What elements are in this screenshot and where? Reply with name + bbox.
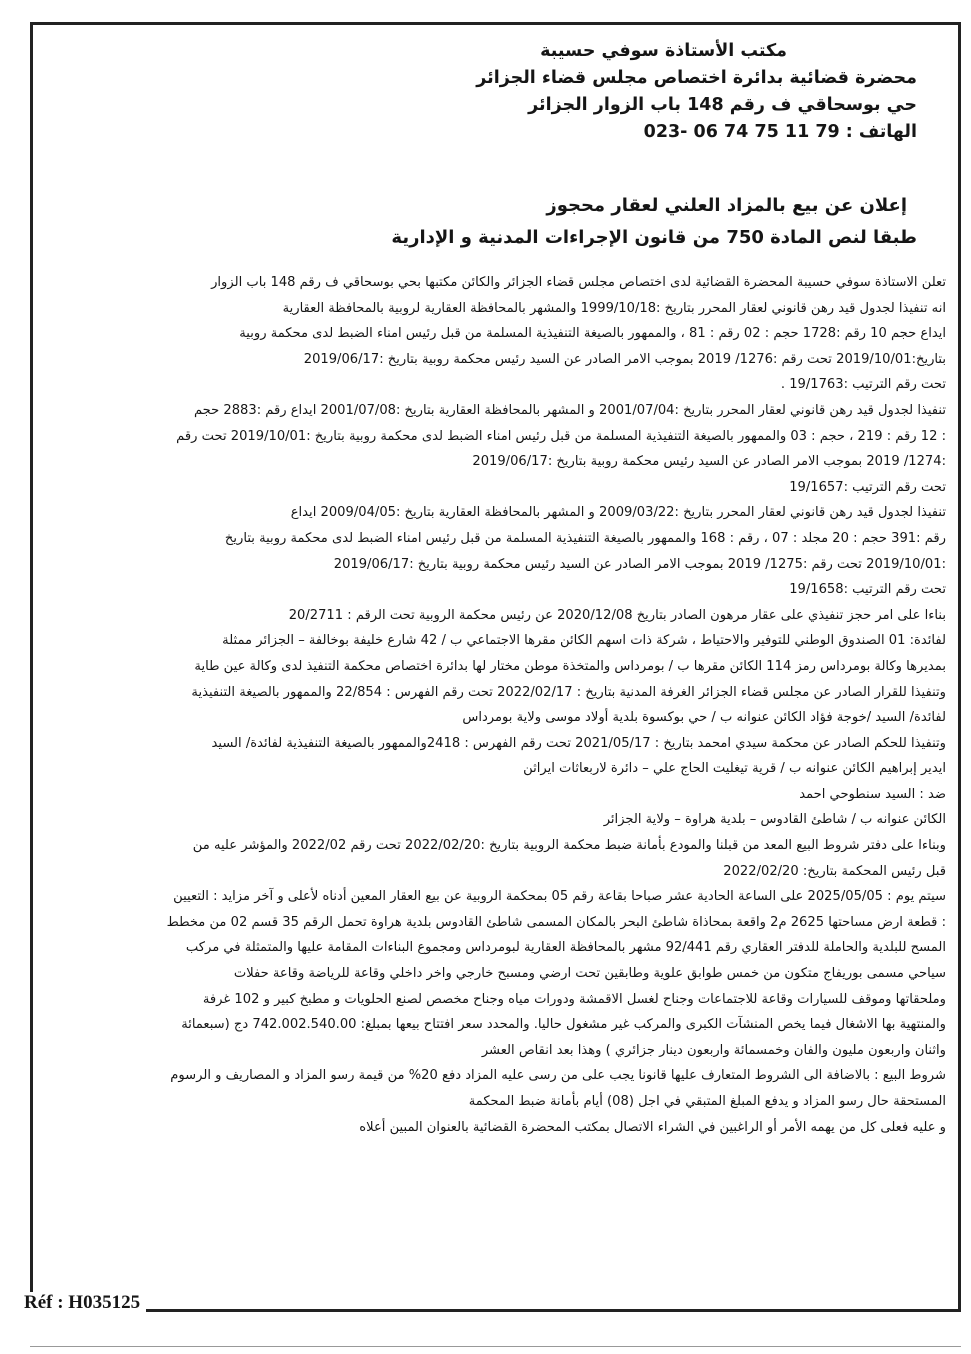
court-jurisdiction: محضرة قضائية بدائرة اختصاص مجلس قضاء الجزائر [476, 68, 917, 88]
body-line: :2019/10/01 تحت رقم :1275/ 2019 بموجب الامر الصادر عن السيد رئيس محكمة روبية بتاريخ :2019/06/17 [333, 556, 946, 572]
notice-title: إعلان عن بيع بالمزاد العلني لعقار محجوز [546, 195, 907, 216]
body-line: ايداع حجم 10 رقم :1728 حجم : 02 رقم : 81 ، والممهور بالصيغة التنفيذية المسلمة من قبل رئيس امناء الضبط لدى محكمة روبية [239, 326, 946, 342]
body-line: لفائدة/ السيد /خوجة فؤاد الكائن عنوانه ب / حي بوكسوة بلدية أولاد موسى ولاية بومرداس [462, 710, 946, 726]
reference-code: Réf : H035125 [18, 1292, 146, 1314]
phone-number: الهاتف : 79 11 75 74 06 -023 [643, 122, 917, 142]
letterhead [157, 38, 917, 146]
body-line: والمنتهية بها الاشغال فيما يخص المنشآت الكبرى والمركب غير مشغول حاليا. والمحدد سعر افتتاح بيعها بمبلغ: 742.002.540.00 دج (سبعمائة [181, 1017, 946, 1033]
body-line: بتاريخ:2019/10/01 تحت رقم :1276/ 2019 بموجب الامر الصادر عن السيد رئيس محكمة روبية بتاريخ :2019/06/17 [303, 351, 946, 367]
body-line: قبل رئيس المحكمة بتاريخ: 2022/02/20 [723, 863, 946, 879]
body-line: تحت رقم الترتيب :19/1657 [789, 479, 946, 495]
body-line: تعلن الاستاذة سوفي حسيبة المحضرة القضائية لدى اختصاص مجلس قضاء الجزائر والكائن مكتبها بحي بوسحاقي ف رقم 148 باب الزوار [211, 275, 946, 290]
body-line: تنفيذا لجدول قيد رهن قانوني لعقار المحرر بتاريخ :2001/07/04 و المشهر بالمحافظة العقارية بتاريخ :2001/07/08 ايداع رقم :2883 حجم [193, 402, 946, 418]
body-line: انه تنفيذا لجدول قيد رهن قانوني لعقار المحرر بتاريخ :1999/10/18 والمشهر بالمحافظة العقارية لروبية بالمحافظة العقارية [282, 300, 946, 316]
body-line: تحت رقم الترتيب :19/1658 [789, 582, 946, 598]
notice-subtitle: طبقا لنص المادة 750 من قانون الإجراءات المدنية و الإدارية [391, 227, 917, 248]
office-address: حي بوسحاقي ف رقم 148 باب الزوار الجزائر [528, 95, 917, 115]
body-line: رقم :391 حجم : 20 مجلد : 07 ، رقم : 168 والممهور بالصيغة التنفيذية المسلمة من قبل رئيس امناء الضبط لدى محكمة روبية بتاريخ [224, 530, 946, 546]
body-line: الكائن عنوانه ب / شاطئ القادوس – بلدية هراوة – ولاية الجزائر [603, 812, 946, 828]
body-line: وملحقاتها وموقف للسيارات وقاعة للاجتماعات وجناح لغسل الاقمشة ودورات مياه وجناح مخصص لصنع الحلويات و مطبخ كبير و 102 غرفة [202, 991, 946, 1007]
bottom-divider [30, 1346, 961, 1347]
body-line: و عليه فعلى كل من يهمه الأمر أو الراغبين في الشراء الاتصال بمكتب المحضرة القضائية بالعنوان المبين أعلاه [359, 1119, 946, 1135]
body-line: سياحي مسمى بوريفاج متكون من خمس طوابق علوية وطابقين تحت ارضي ومسبح خارجي واخر داخلي وقاعة للرياضة وقاعة حفلات [233, 966, 946, 982]
body-line: ايدير إبراهيم الكائن عنوانه ب / قرية تيغليت الحاج علي – دائرة لاربعاثات ايراثن [523, 761, 946, 777]
office-name: مكتب الأستاذة سوفي حسيبة [540, 41, 787, 61]
body-line: : 12 رقم : 219 ، حجم : 03 والممهور بالصيغة التنفيذية المسلمة من قبل رئيس امناء الضبط لدى محكمة روبية بتاريخ :2019/10/01 تحت رقم [176, 428, 946, 444]
body-line: تحت رقم الترتيب :19/1763 . [780, 377, 946, 393]
body-line: بمديرها وكالة بومرداس رمز 114 الكائن مقرها ب / بومرداس والمتخذة موطن مختار لها بدائرة اختصاص محكمة التنفيذ لدى وكالة عين طاية [194, 658, 946, 674]
body-line: تنفيذا لجدول قيد رهن قانوني لعقار المحرر بتاريخ :2009/03/22 و المشهر بالمحافظة العقارية بتاريخ :2009/04/05 ايداع [290, 505, 946, 521]
body-line: لفائدة: 01 الصندوق الوطني للتوفير والاحتياط ، شركة ذات اسهم الكائن مقرها الاجتماعي ب / 42 شارع خليفة بوخالفة – الجزائر ممثلة [222, 633, 946, 649]
body-line: شروط البيع : بالاضافة الى الشروط المتعارف عليها قانونا يجب على من رسى عليه المزاد دفع 20% من قيمة رسو المزاد و المصاريف و الرسوم [170, 1068, 946, 1084]
body-line: وتنفيذا للحكم الصادر عن محكمة سيدي امحمد بتاريخ : 2021/05/17 تحت رقم الفهرس : 2418والممهور بالصيغة التنفيذية لفائدة/ السيد [211, 735, 946, 751]
body-line: المستحقة حال رسو المزاد و يدفع المبلغ المتبقي في اجل (08) أيام بأمانة ضبط المحكمة [468, 1094, 946, 1109]
body-line: سيتم يوم : 2025/05/05 على الساعة الحادية عشر صباحا بقاعة رقم 05 بمحكمة الروبية عن بيع العقار المعين أدناه لأعلى و آخر مزايد : التعيين [173, 889, 946, 905]
body-line: : قطعة ارض مساحتها 2625 م2 واقعة بمحاذاة شاطئ البحر بالمكان المسمى شاطئ القادوس بلدية هراوة تحمل الرقم 35 قسم 02 من مخطط [166, 914, 946, 930]
body-line: وبناءا على دفتر شروط البيع المعد من قبلنا والمودع بأمانة ضبط محكمة الروبية بتاريخ :2022/02/20 تحت رقم 2022/02 والمؤشر عليه من [192, 838, 946, 854]
body-line: المسح للبلدية والحاملة للدفتر العقاري رقم 92/441 مشهر بالمحافظة العقارية لبومرداس ومجموع البناءات المقامة عليها والمتمثلة في مركب [185, 940, 946, 956]
body-line: ضد : السيد سنطوحي احمد [799, 786, 946, 802]
body-line: بناءا على امر حجز تنفيذي على عقار مرهون الصادر بتاريخ 2020/12/08 عن رئيس محكمة الروبية تحت الرقم : 20/2711 [288, 607, 946, 623]
notice-body [60, 270, 946, 1140]
body-line: واثنان واربعون مليون والفان وخمسمائة واربعون دينار جزائري ) وهذا بعد انقاص العشر [481, 1042, 946, 1058]
notice-title-block [157, 190, 917, 254]
body-line: وتنفيذا للقرار الصادر عن مجلس قضاء الجزائر الغرفة المدنية بتاريخ : 2022/02/17 تحت رقم الفهرس : 22/854 والممهور بالصيغة التنفيذية [191, 684, 946, 700]
body-line: :1274/ 2019 بموجب الامر الصادر عن السيد رئيس محكمة روبية بتاريخ :2019/06/17 [472, 454, 946, 470]
